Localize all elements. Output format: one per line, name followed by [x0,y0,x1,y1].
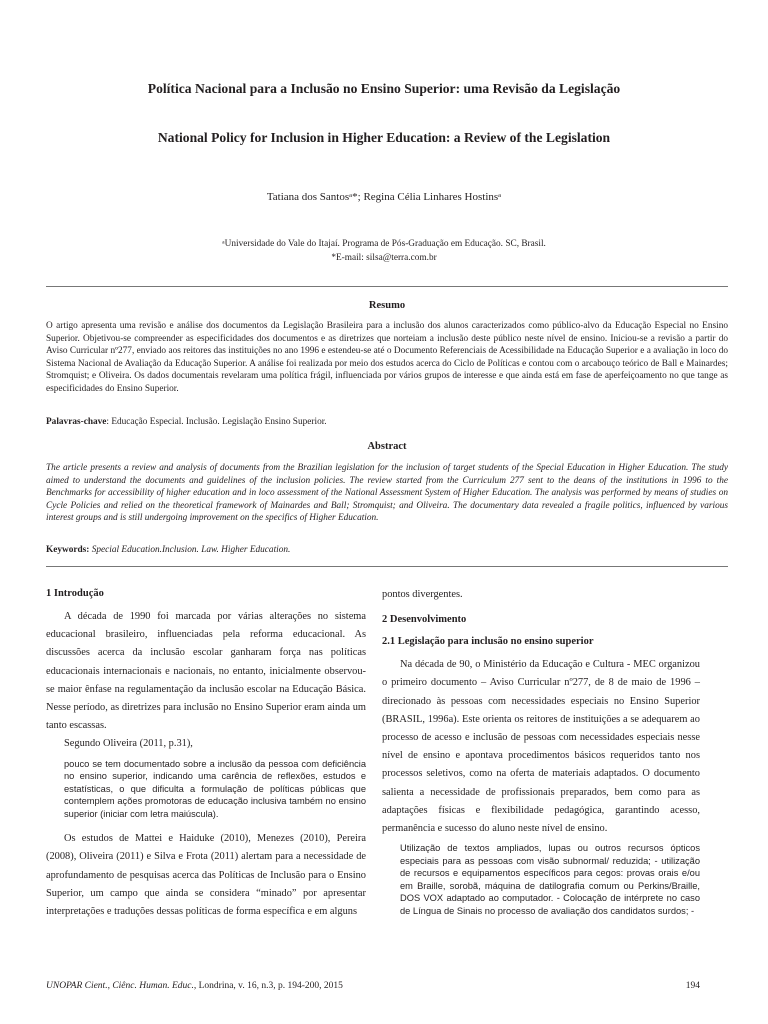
footer-citation: UNOPAR Cient., Ciênc. Human. Educ. [46,981,194,991]
affiliation: ᵃUniversidade do Vale do Itajaí. Programa de Pós-Graduação em Educação. SC, Brasil. [222,239,546,249]
title-portuguese: Política Nacional para a Inclusão no Ensino Superior: uma Revisão da Legislação [147,81,621,96]
keywords-label-en: Keywords: [46,545,90,555]
resumo-keywords [46,416,728,429]
intro-paragraph-1: A década de 1990 foi marcada por várias alterações no sistema educacional brasileiro, influenciadas pela reforma educacional. As discussões acerca da inclusão escolar ganharam força nas políticas educacionais internacionais e nacionais, no entanto, inicialmente observou-se maior ênfase na regulamentação da inclusão escolar na Educação Básica. Nesse período, as diretrizes para inclusão no Ensino Superior eram ainda um tanto escassas. [46,611,366,732]
section-introducao-heading: 1 Introdução [46,588,104,599]
keywords-en: Special Education.Inclusion. Law. Higher Education. [89,545,291,555]
abstract-text: The article presents a review and analysis of documents from the Brazilian legislation for the inclusion of target students of the Special Education in Higher Education. The study aimed to understand the documents and guidelines of the inclusion policies. The review started from the Curriculum 277 sent to the deans of the institutions in 1996 to the Benchmarks for accessibility of higher education and in loco assessment of the National Assessment System of Higher Education. The analysis was performed by means of studies on Cycle Policies and relied on the theoretical framework of Mainardes and Ball; Stromquist; and Oliveira. The documentary data revealed a fragile politics, influenced by various interest groups and is still undergoing improvement on the specifics of Higher Education. [46,463,728,524]
footer [46,980,728,992]
footer-citation-rest: , Londrina, v. 16, n.3, p. 194-200, 2015 [193,981,343,991]
left-column [46,586,366,921]
abstract-keywords [46,544,728,557]
intro-paragraph-2: Segundo Oliveira (2011, p.31), [64,738,193,750]
continued-text: pontos divergentes. [382,589,463,600]
intro-paragraph-3: Os estudos de Mattei e Haiduke (2010), Menezes (2010), Pereira (2008), Oliveira (2011) e Silva e Frota (2011) alertam para a necessidade de aprofundamento de pesquisas acerca das Políticas de Inclusão para o Ensino Superior, um campo que ainda se considera “minado” por apresentar interpretações e traduções dessas políticas de forma específica e em alguns [46,833,366,917]
dev-paragraph-1: Na década de 90, o Ministério da Educação e Cultura - MEC organizou o primeiro documento – Aviso Curricular nº277, de 8 de maio de 1996 – direcionado às pessoas com necessidades especiais no Ensino Superior (BRASIL, 1996a). Este orienta os reitores de instituições a se adequarem ao processo de acesso e inclusão de pessoas com necessidades especiais nesse nível de ensino e apontava procedimentos básicos requeridos tanto nos processos seletivos, como na oferta de materiais adaptados. O documento salienta a necessidade de profissionais preparados, bem como para as adaptações físicas e flexibilidade pedagógica, garantindo acesso, permanência e sucesso do aluno neste nível de ensino. [382,659,700,835]
title-english: National Policy for Inclusion in Higher Education: a Review of the Legislation [157,130,611,145]
divider-top [46,286,728,287]
resumo-heading: Resumo [368,300,406,311]
keywords-label-pt: Palavras-chave [46,417,107,427]
right-column [382,586,700,927]
intro-quote: pouco se tem documentado sobre a inclusão da pessoa com deficiência no ensino superior, indicando uma carência de reflexões, estudos e estatísticas, o que dificulta a formulação de políticas públicas que contemplem ações promotoras de educação inclusiva também no ensino superior (iniciar com letra maiúscula). [64,758,366,819]
abstract-heading: Abstract [367,441,407,452]
subsection-legislacao-heading: 2.1 Legislação para inclusão no ensino superior [382,636,594,648]
section-desenvolvimento-heading: 2 Desenvolvimento [382,614,467,626]
affiliation-block [40,237,728,265]
keywords-pt: : Educação Especial. Inclusão. Legislação Ensino Superior. [106,417,327,427]
page-number: 194 [685,981,700,991]
authors: Tatiana dos Santosᵃ*; Regina Célia Linhares Hostinsᵃ [266,191,502,203]
divider-bottom [46,566,728,567]
email: *E-mail: silsa@terra.com.br [331,253,437,263]
dev-quote: Utilização de textos ampliados, lupas ou outros recursos ópticos especiais para as pessoas com visão subnormal/ reduzida; - utilização de recursos e equipamentos específicos para cegos: provas orais e/ou em Braille, sorobã, máquina de datilografia comum ou Perkins/Braille, DOS VOX adaptado ao computador. - Colocação de intérprete no caso de Língua de Sinais no processo de avaliação dos candidatos surdos; - [400,843,700,916]
resumo-text: O artigo apresenta uma revisão e análise dos documentos da Legislação Brasileira para a inclusão dos alunos caracterizados como público-alvo da Educação Especial no Ensino Superior. Objetivou-se compreender as especificidades dos documentos e as diretrizes que norteiam a inclusão deste público neste nível de ensino. Iniciou-se a revisão a partir do Aviso Curricular nº277, enviado aos reitores das instituições no ano 1996 e estendeu-se até o Documento Referenciais de Acessibilidade na Educação Superior e a avaliação in loco do Sistema Nacional de Avaliação da Educação Superior. A análise foi realizada por meio dos estudos acerca do Ciclo de Políticas e contou com o arcabouço teórico de Ball e Mainardes; Stromquist; e Oliveira. Os dados documentais revelaram uma política frágil, influenciada por vários grupos de interesse e que ainda está em fase de aperfeiçoamento no que tange as especificidades do Ensino Superior. [46,321,728,394]
